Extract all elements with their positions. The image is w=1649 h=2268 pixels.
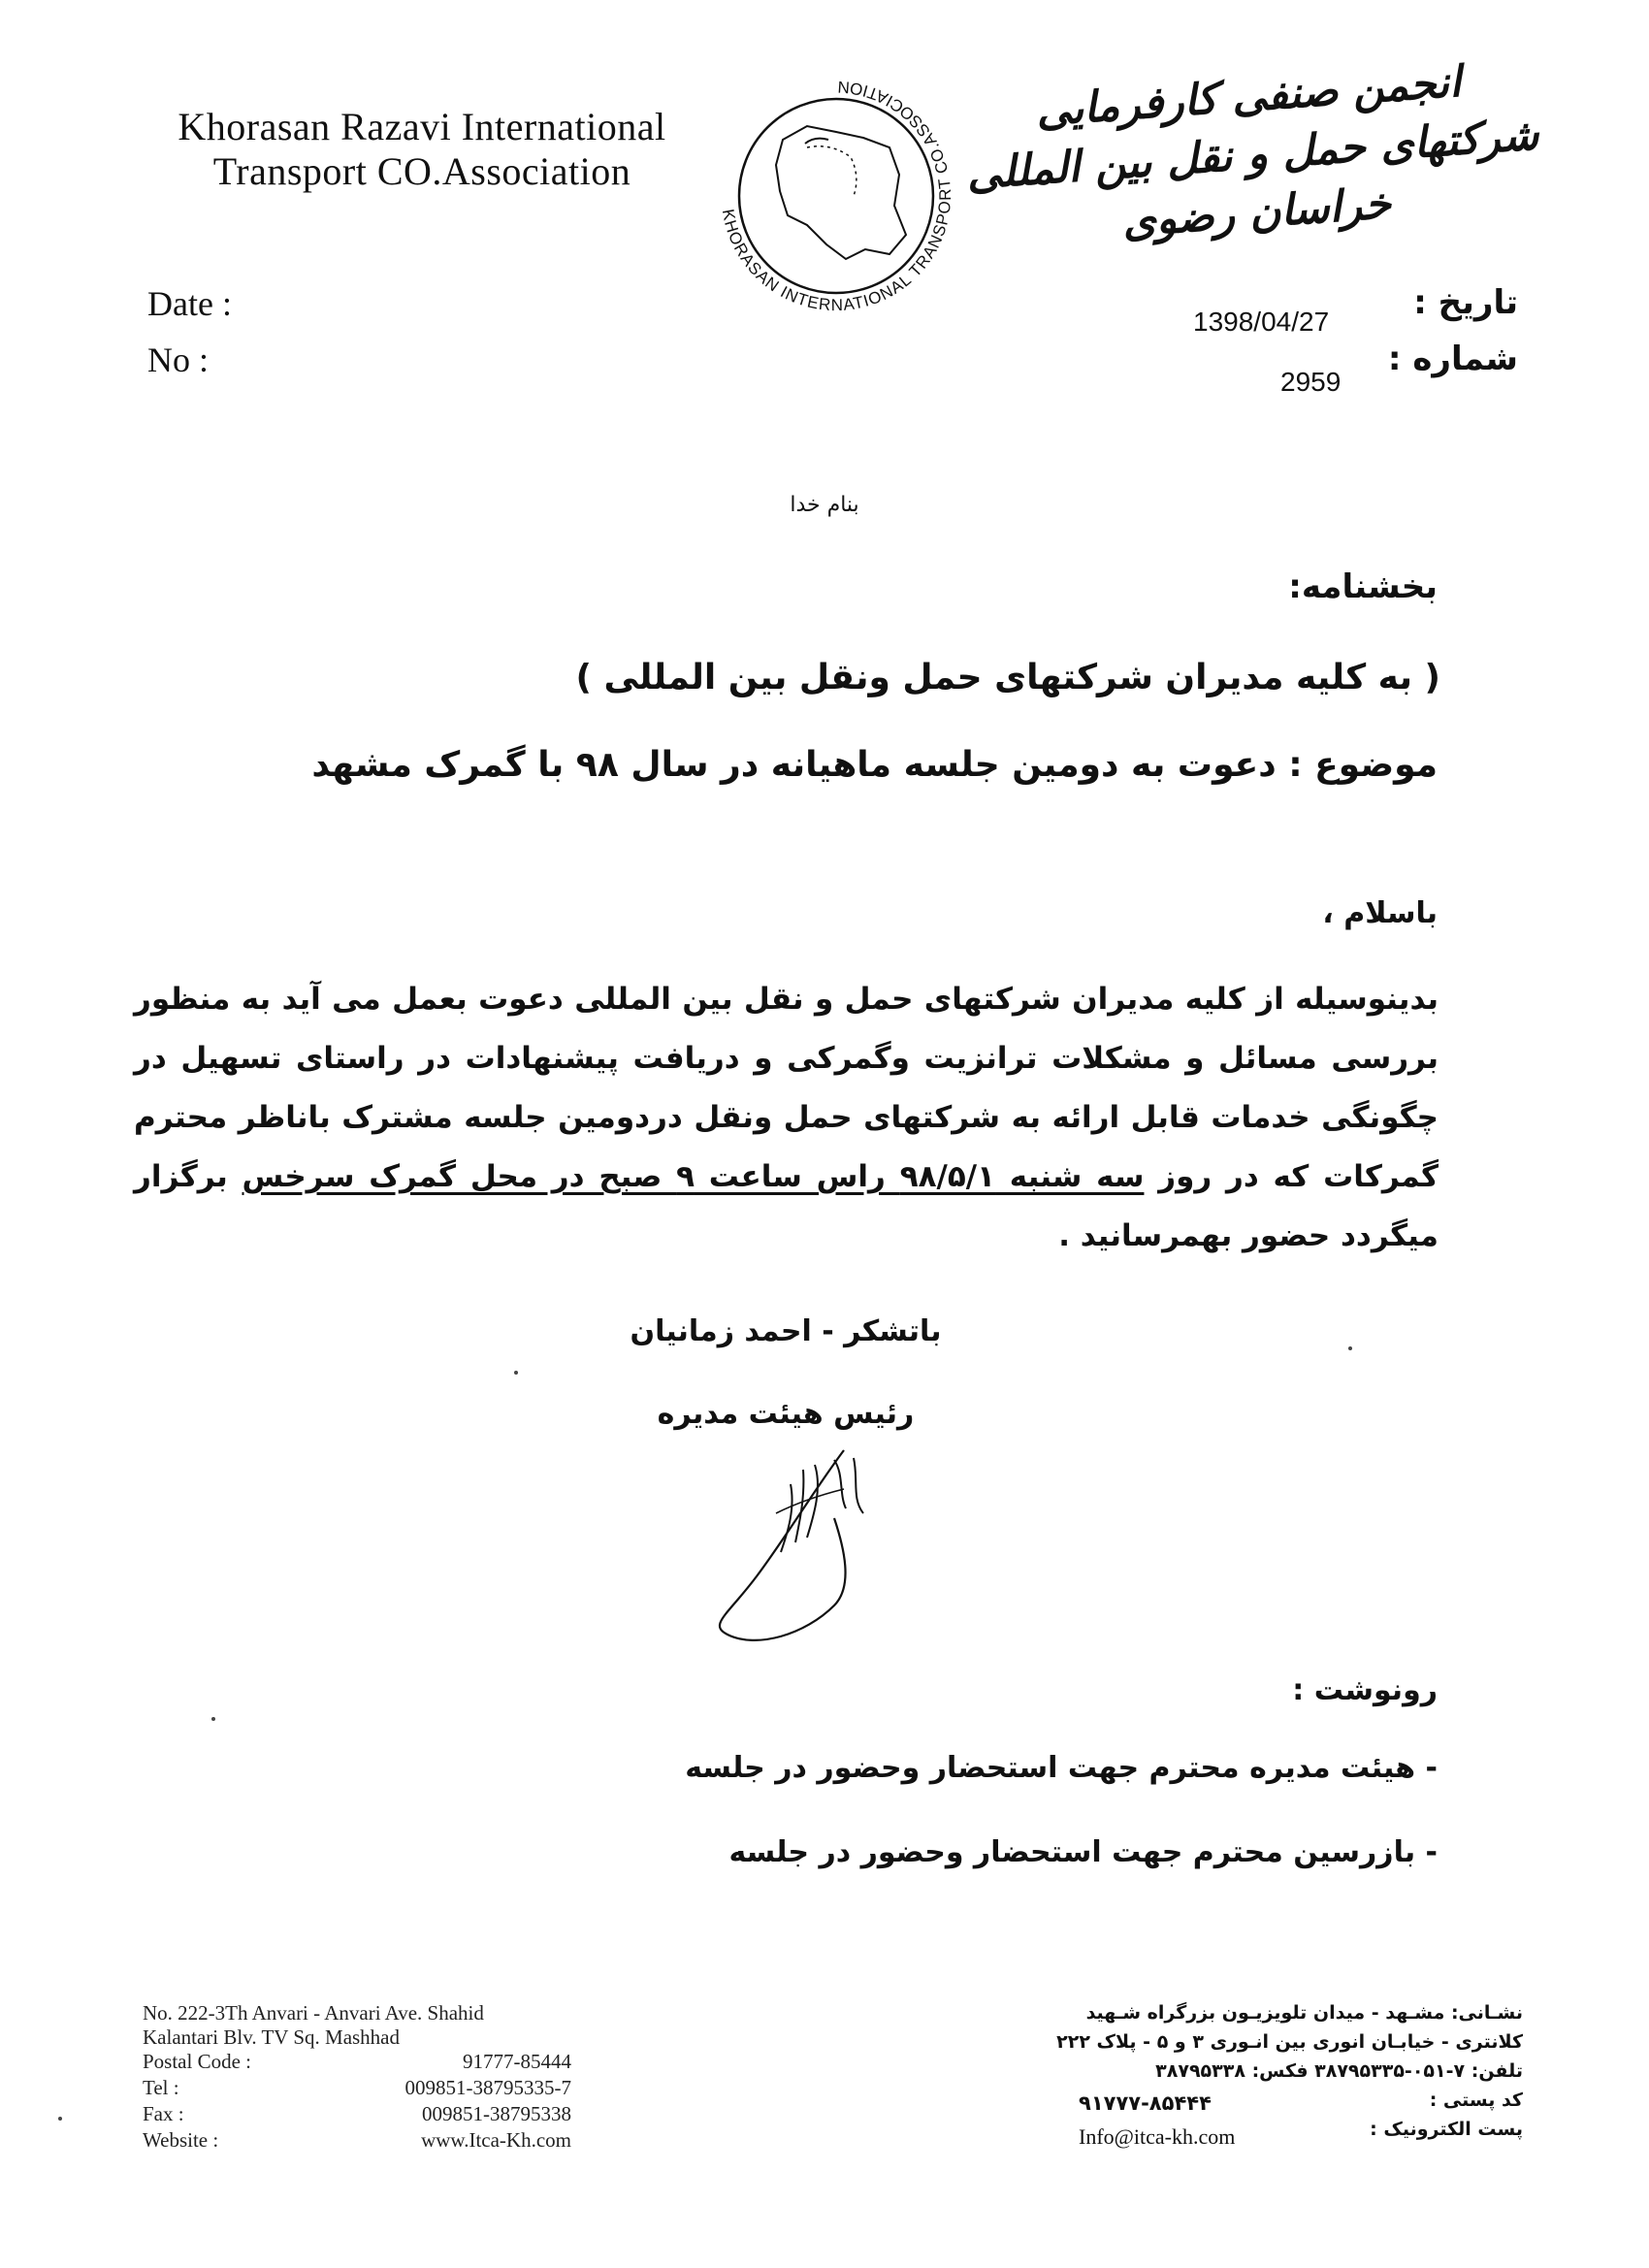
- footer-postal-fa-value: ۹۱۷۷۷-۸۵۴۴۴: [1079, 2091, 1212, 2115]
- footer-postal-fa-label: کد پستی :: [1429, 2090, 1523, 2111]
- cc-item: - هیئت مدیره محترم جهت استحضار وحضور در جلسه: [685, 1751, 1438, 1785]
- footer-postal-row: [143, 2050, 571, 2075]
- footer-tel-row: [143, 2076, 571, 2101]
- greeting: باسلام ،: [1322, 896, 1438, 930]
- fax-label: Fax :: [143, 2102, 184, 2125]
- meeting-datetime-location: سه شنبه ۹۸/۵/۱ راس ساعت ۹ صبح در محل گمرک سرخس: [242, 1159, 1145, 1194]
- website-label: Website :: [143, 2128, 219, 2152]
- footer-address-fa-line1: نشـانی: مشـهد - میدان تلویزیـون بزرگراه شـهید: [1085, 2002, 1523, 2024]
- seal-text: KHORASAN INTERNATIONAL TRANSPORT CO.ASSOCIATION: [718, 77, 955, 315]
- number-label-fa: شماره :: [1387, 340, 1518, 378]
- date-value: 1398/04/27: [1193, 307, 1330, 337]
- tel-label: Tel :: [143, 2076, 179, 2099]
- postal-code-value: 91777-85444: [463, 2050, 571, 2073]
- number-label-en: No :: [147, 340, 209, 379]
- footer-website-row: [143, 2128, 571, 2154]
- footer-address-en-line2: Kalantari Blv. TV Sq. Mashhad: [143, 2025, 401, 2049]
- tel-value: 009851-38795335-7: [404, 2076, 571, 2099]
- org-name-fa: [952, 48, 1551, 247]
- association-seal-logo: [691, 50, 982, 341]
- date-label-en: Date :: [147, 284, 232, 323]
- body-paragraph: [134, 970, 1439, 1266]
- org-name-en-line2: Transport CO.Association: [212, 149, 631, 193]
- addressee-line: ( به کلیه مدیران شرکتهای حمل ونقل بین المللی ): [575, 658, 1440, 697]
- cc-item: - بازرسین محترم جهت استحضار وحضور در جلسه: [728, 1835, 1438, 1869]
- footer-fax-row: [143, 2102, 571, 2127]
- fax-value: 009851-38795338: [422, 2102, 571, 2125]
- scan-speck: [58, 2117, 62, 2121]
- body-main-text: بدینوسیله از کلیه مدیران شرکتهای حمل و نقل بین المللی دعوت بعمل می آید به منظور بررسی مسائل و مشکلات ترانزیت وگمرکی و دریافت پیشنهادات در راستای تسهیل در چگونگی خدمات قابل ارائه به شرکتهای حمل ونقل دردومین جلسه مشترک باناظر محترم گمرکات که در روز: [134, 982, 1439, 1194]
- circular-heading: بخشنامه:: [1288, 567, 1438, 606]
- postal-code-label: Postal Code :: [143, 2050, 252, 2073]
- date-label-fa: تاریخ :: [1413, 283, 1518, 322]
- scan-speck: [514, 1371, 518, 1375]
- org-name-en-line1: Khorasan Razavi International: [178, 105, 666, 148]
- footer-address-fa-line2: کلانتری - خیابـان انوری بین انـوری ۳ و ۵ - پلاک ۲۲۲: [1056, 2031, 1523, 2053]
- subject-line: موضوع : دعوت به دومین جلسه ماهیانه در سال ۹۸ با گمرک مشهد: [311, 745, 1438, 785]
- scan-speck: [1348, 1346, 1352, 1350]
- footer-address-en-line1: No. 222-3Th Anvari - Anvari Ave. Shahid: [143, 2001, 484, 2025]
- cc-label: رونوشت :: [1292, 1673, 1438, 1707]
- body-end-text: برگزار میگردد حضور بهمرسانید .: [134, 1159, 1439, 1253]
- footer-email-link[interactable]: Info@itca-kh.com: [1079, 2124, 1236, 2149]
- bismillah-heading: بنام خدا: [790, 493, 859, 517]
- org-name-fa-text: انجمن صنفی کارفرمایی شرکتهای حمل و نقل بین المللی خراسان رضوی: [964, 56, 1540, 247]
- signatory-name: باتشکر - احمد زمانیان: [630, 1314, 942, 1348]
- org-name-en: [146, 105, 698, 194]
- number-value: 2959: [1280, 367, 1342, 397]
- footer-email-fa-label: پست الکترونیک :: [1370, 2119, 1523, 2140]
- footer-phone-fa: تلفن: ۷-۰۵۱-۳۸۷۹۵۳۳۵ فکس: ۳۸۷۹۵۳۳۸: [1155, 2060, 1523, 2082]
- scan-speck: [211, 1717, 215, 1721]
- signatory-title: رئیس هیئت مدیره: [657, 1397, 915, 1431]
- svg-text:KHORASAN INTERNATIONAL TRANSPO: [719, 78, 954, 314]
- iran-map-icon: [776, 126, 906, 259]
- handwritten-signature: [698, 1431, 892, 1654]
- website-link[interactable]: www.Itca-Kh.com: [421, 2128, 571, 2152]
